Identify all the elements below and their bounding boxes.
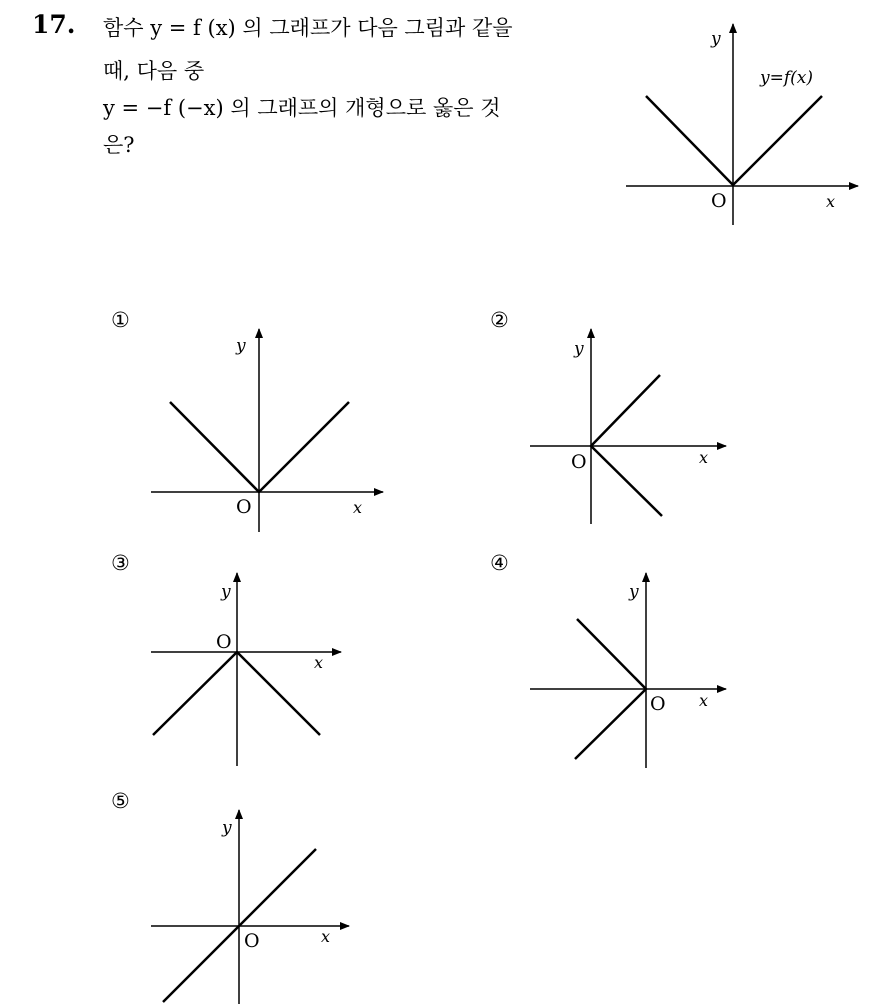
choice-4-marker[interactable]: ④ (490, 551, 509, 575)
choice-3-origin-label: O (216, 631, 232, 653)
main-y-label: y (711, 29, 721, 49)
main-origin-label: O (711, 190, 727, 212)
choice-2-marker[interactable]: ② (490, 308, 509, 332)
choice-1-graph[interactable] (151, 329, 383, 532)
choice-1-marker[interactable]: ① (111, 308, 130, 332)
choice-4-x-label: x (699, 691, 709, 710)
choice-2-y-label: y (574, 339, 584, 359)
question-text-line2: 때, 다음 중 (103, 59, 205, 83)
question-number: 17. (32, 10, 76, 39)
question-text-line4: 은? (103, 133, 135, 157)
choice-3-x-label: x (314, 653, 324, 672)
choice-2-graph[interactable] (530, 329, 726, 524)
question-text-line3: y = −f (−x) 의 그래프의 개형으로 옳은 것 (103, 96, 501, 120)
main-graph-label: y=f(x) (760, 68, 813, 88)
choice-5-graph[interactable] (151, 810, 349, 1004)
main-x-label: x (826, 192, 836, 211)
choice-5-x-label: x (321, 927, 331, 946)
choice-5-y-label: y (222, 818, 232, 838)
choice-3-y-label: y (221, 582, 231, 602)
choice-3-graph[interactable] (151, 573, 341, 766)
choice-1-y-label: y (236, 336, 246, 356)
choice-5-origin-label: O (244, 930, 260, 952)
choice-1-x-label: x (353, 498, 363, 517)
question-text-line1: 함수 y = f (x) 의 그래프가 다음 그림과 같을 (103, 16, 513, 40)
choice-5-marker[interactable]: ⑤ (111, 789, 130, 813)
main-curve (646, 96, 822, 185)
choice-1-origin-label: O (236, 496, 252, 518)
choice-4-graph[interactable] (530, 573, 726, 768)
main-graph (626, 24, 858, 225)
choice-2-x-label: x (699, 448, 709, 467)
choice-2-origin-label: O (571, 451, 587, 473)
choice-4-origin-label: O (650, 693, 666, 715)
choice-3-marker[interactable]: ③ (111, 551, 130, 575)
choice-4-y-label: y (629, 582, 639, 602)
